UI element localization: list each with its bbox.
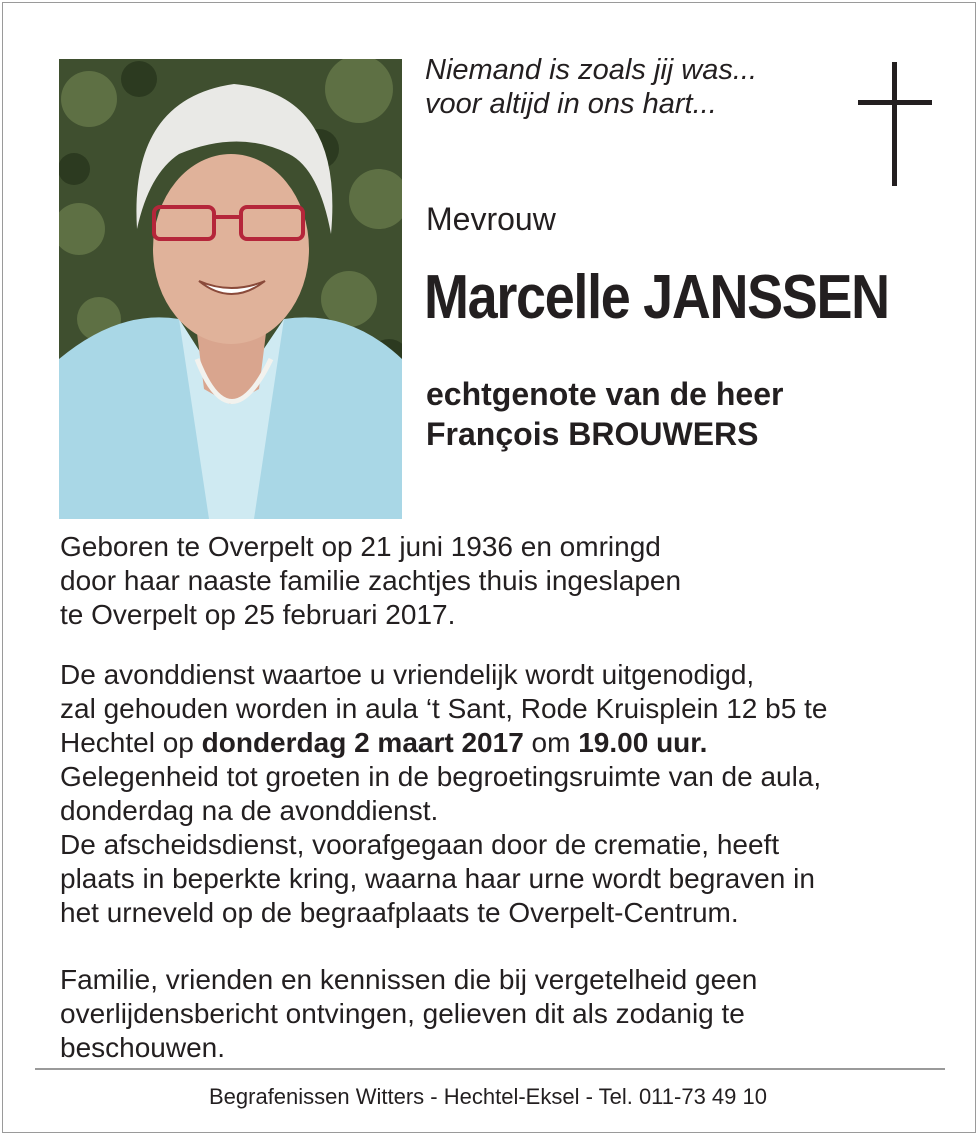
paragraph3-line-3: beschouwen. [60,1032,226,1063]
service-time: 19.00 uur. [578,727,708,758]
portrait-photo [59,59,402,519]
paragraph2-line-4: Gelegenheid tot groeten in de begroetingsruimte van de aula, [60,761,822,792]
paragraph3-line-1: Familie, vrienden en kennissen die bij vergetelheid geen [60,964,758,995]
cross-icon [858,62,934,186]
honorific: Mevrouw [426,201,556,237]
paragraph2-line-6: De afscheidsdienst, voorafgegaan door de crematie, heeft [60,829,780,860]
service-date: donderdag 2 maart 2017 [201,727,524,758]
spouse-info [426,374,783,454]
notice-paragraph [60,963,757,1065]
paragraph1-line-2: door haar naaste familie zachtjes thuis ingeslapen [60,565,682,596]
paragraph2-line-3 [60,726,827,760]
paragraph2-line-7: plaats in beperkte kring, waarna haar urne wordt begraven in [60,863,815,894]
paragraph2-line-1: De avonddienst waartoe u vriendelijk wordt uitgenodigd, [60,659,755,690]
paragraph2-line-8: het urneveld op de begraafplaats te Overpelt-Centrum. [60,897,739,928]
paragraph3-line-2: overlijdensbericht ontvingen, gelieven dit als zodanig te [60,998,745,1029]
spouse-line-1: echtgenote van de heer [426,376,784,412]
paragraph1-line-3: te Overpelt op 25 februari 2017. [60,599,456,630]
paragraph1-line-1: Geboren te Overpelt op 21 juni 1936 en omringd [60,531,661,562]
service-location-text: Hechtel op [60,727,202,758]
deceased-name: Marcelle JANSSEN [424,263,889,332]
birth-death-paragraph [60,530,681,632]
quote-line-2: voor altijd in ons hart... [425,88,717,120]
service-om-text: om [523,727,579,758]
footer-divider [35,1068,945,1070]
quote-line-1: Niemand is zoals jij was... [425,54,757,86]
spouse-line-2: François BROUWERS [426,416,759,452]
paragraph2-line-5: donderdag na de avonddienst. [60,795,439,826]
paragraph2-line-2: zal gehouden worden in aula ‘t Sant, Rode Kruisplein 12 b5 te [60,693,828,724]
funeral-home-footer: Begrafenissen Witters - Hechtel-Eksel - Tel. 011-73 49 10 [208,1084,767,1109]
service-paragraph [60,658,827,930]
memorial-quote [425,53,757,121]
